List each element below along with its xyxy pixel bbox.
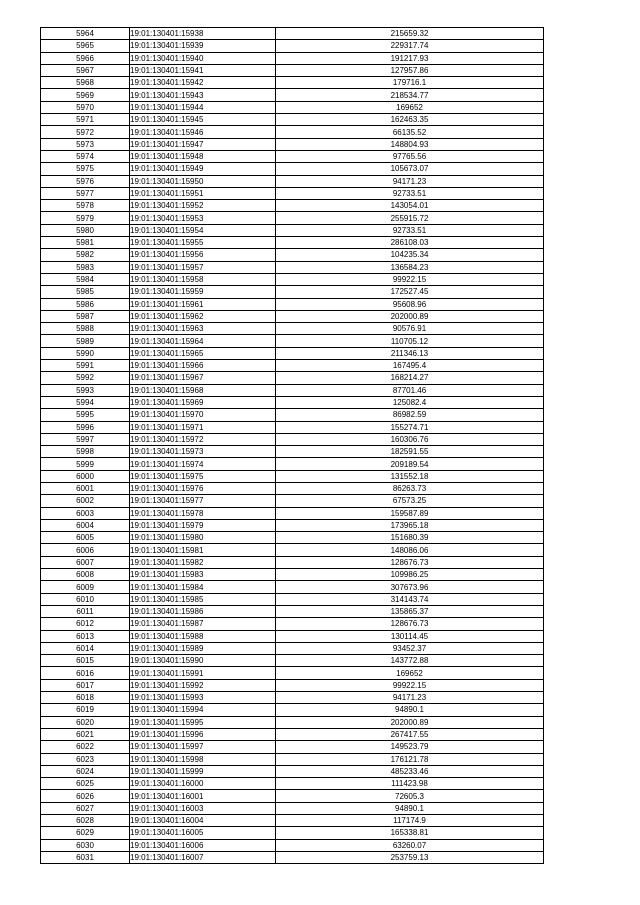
row-number: 5989 (41, 335, 130, 347)
parcel-table (40, 27, 544, 864)
cadastral-number: 19:01:130401:15972 (130, 433, 276, 445)
row-number: 5992 (41, 372, 130, 384)
cadastral-number: 19:01:130401:15955 (130, 237, 276, 249)
row-number: 5999 (41, 458, 130, 470)
value-cell: 99922.15 (276, 679, 544, 691)
cadastral-number: 19:01:130401:16006 (130, 839, 276, 851)
table-row (41, 630, 544, 642)
value-cell: 104235.34 (276, 249, 544, 261)
table-row (41, 298, 544, 310)
table-row (41, 605, 544, 617)
value-cell: 127957.86 (276, 64, 544, 76)
cadastral-number: 19:01:130401:15961 (130, 298, 276, 310)
table-row (41, 273, 544, 285)
row-number: 6011 (41, 605, 130, 617)
table-row (41, 470, 544, 482)
row-number: 5977 (41, 187, 130, 199)
value-cell: 229317.74 (276, 40, 544, 52)
cadastral-number: 19:01:130401:15966 (130, 360, 276, 372)
value-cell: 172527.45 (276, 286, 544, 298)
value-cell: 255915.72 (276, 212, 544, 224)
value-cell: 169652 (276, 667, 544, 679)
table-row (41, 347, 544, 359)
cadastral-number: 19:01:130401:15948 (130, 150, 276, 162)
value-cell: 111423.98 (276, 778, 544, 790)
row-number: 6013 (41, 630, 130, 642)
table-row (41, 851, 544, 863)
row-number: 6009 (41, 581, 130, 593)
cadastral-number: 19:01:130401:16003 (130, 802, 276, 814)
cadastral-number: 19:01:130401:15975 (130, 470, 276, 482)
table-row (41, 200, 544, 212)
row-number: 6022 (41, 741, 130, 753)
table-row (41, 692, 544, 704)
value-cell: 307673.96 (276, 581, 544, 593)
cadastral-number: 19:01:130401:15984 (130, 581, 276, 593)
cadastral-number: 19:01:130401:15998 (130, 753, 276, 765)
cadastral-number: 19:01:130401:15941 (130, 64, 276, 76)
row-number: 5982 (41, 249, 130, 261)
table-row (41, 249, 544, 261)
table-row (41, 335, 544, 347)
table-row (41, 77, 544, 89)
row-number: 5996 (41, 421, 130, 433)
value-cell: 92733.51 (276, 187, 544, 199)
table-row (41, 421, 544, 433)
value-cell: 215659.32 (276, 28, 544, 40)
value-cell: 485233.46 (276, 765, 544, 777)
table-row (41, 507, 544, 519)
table-row (41, 126, 544, 138)
table-row (41, 52, 544, 64)
cadastral-number: 19:01:130401:15988 (130, 630, 276, 642)
value-cell: 168214.27 (276, 372, 544, 384)
cadastral-number: 19:01:130401:15997 (130, 741, 276, 753)
cadastral-number: 19:01:130401:15983 (130, 569, 276, 581)
value-cell: 182591.55 (276, 446, 544, 458)
value-cell: 72605.3 (276, 790, 544, 802)
row-number: 6026 (41, 790, 130, 802)
row-number: 6030 (41, 839, 130, 851)
table-row (41, 150, 544, 162)
value-cell: 92733.51 (276, 224, 544, 236)
value-cell: 211346.13 (276, 347, 544, 359)
value-cell: 94171.23 (276, 175, 544, 187)
cadastral-number: 19:01:130401:15992 (130, 679, 276, 691)
row-number: 5968 (41, 77, 130, 89)
cadastral-number: 19:01:130401:15989 (130, 642, 276, 654)
table-row (41, 802, 544, 814)
row-number: 6019 (41, 704, 130, 716)
value-cell: 169652 (276, 101, 544, 113)
table-row (41, 212, 544, 224)
table-row (41, 581, 544, 593)
cadastral-number: 19:01:130401:15956 (130, 249, 276, 261)
row-number: 5966 (41, 52, 130, 64)
table-row (41, 40, 544, 52)
cadastral-number: 19:01:130401:16007 (130, 851, 276, 863)
value-cell: 125082.4 (276, 396, 544, 408)
row-number: 5970 (41, 101, 130, 113)
cadastral-number: 19:01:130401:15979 (130, 519, 276, 531)
cadastral-number: 19:01:130401:15946 (130, 126, 276, 138)
table-row (41, 827, 544, 839)
value-cell: 179716.1 (276, 77, 544, 89)
cadastral-number: 19:01:130401:15999 (130, 765, 276, 777)
cadastral-number: 19:01:130401:15954 (130, 224, 276, 236)
row-number: 5991 (41, 360, 130, 372)
row-number: 5978 (41, 200, 130, 212)
table-row (41, 163, 544, 175)
cadastral-number: 19:01:130401:16005 (130, 827, 276, 839)
table-row (41, 261, 544, 273)
row-number: 5972 (41, 126, 130, 138)
cadastral-number: 19:01:130401:15957 (130, 261, 276, 273)
row-number: 5981 (41, 237, 130, 249)
table-row (41, 396, 544, 408)
value-cell: 151680.39 (276, 532, 544, 544)
cadastral-number: 19:01:130401:15970 (130, 409, 276, 421)
value-cell: 94171.23 (276, 692, 544, 704)
table-row (41, 101, 544, 113)
table-row (41, 175, 544, 187)
row-number: 5993 (41, 384, 130, 396)
value-cell: 131552.18 (276, 470, 544, 482)
row-number: 5995 (41, 409, 130, 421)
value-cell: 143772.88 (276, 655, 544, 667)
table-row (41, 593, 544, 605)
value-cell: 95608.96 (276, 298, 544, 310)
cadastral-number: 19:01:130401:15980 (130, 532, 276, 544)
cadastral-number: 19:01:130401:15944 (130, 101, 276, 113)
cadastral-number: 19:01:130401:15973 (130, 446, 276, 458)
cadastral-number: 19:01:130401:15991 (130, 667, 276, 679)
table-body (41, 28, 544, 864)
value-cell: 128676.73 (276, 556, 544, 568)
value-cell: 159587.89 (276, 507, 544, 519)
table-row (41, 372, 544, 384)
table-row (41, 679, 544, 691)
value-cell: 110705.12 (276, 335, 544, 347)
row-number: 6007 (41, 556, 130, 568)
row-number: 6004 (41, 519, 130, 531)
table-row (41, 667, 544, 679)
row-number: 6029 (41, 827, 130, 839)
cadastral-number: 19:01:130401:15958 (130, 273, 276, 285)
cadastral-number: 19:01:130401:15987 (130, 618, 276, 630)
value-cell: 86263.73 (276, 482, 544, 494)
row-number: 5979 (41, 212, 130, 224)
row-number: 6006 (41, 544, 130, 556)
row-number: 5983 (41, 261, 130, 273)
row-number: 6023 (41, 753, 130, 765)
table-row (41, 187, 544, 199)
row-number: 6001 (41, 482, 130, 494)
value-cell: 94890.1 (276, 704, 544, 716)
value-cell: 173965.18 (276, 519, 544, 531)
value-cell: 149523.79 (276, 741, 544, 753)
table-row (41, 839, 544, 851)
cadastral-number: 19:01:130401:15942 (130, 77, 276, 89)
value-cell: 90576.91 (276, 323, 544, 335)
row-number: 5969 (41, 89, 130, 101)
value-cell: 165338.81 (276, 827, 544, 839)
value-cell: 218534.77 (276, 89, 544, 101)
value-cell: 94890.1 (276, 802, 544, 814)
value-cell: 155274.71 (276, 421, 544, 433)
table-row (41, 704, 544, 716)
cadastral-number: 19:01:130401:15951 (130, 187, 276, 199)
row-number: 5985 (41, 286, 130, 298)
cadastral-number: 19:01:130401:15947 (130, 138, 276, 150)
value-cell: 117174.9 (276, 815, 544, 827)
value-cell: 176121.78 (276, 753, 544, 765)
row-number: 6021 (41, 728, 130, 740)
value-cell: 135865.37 (276, 605, 544, 617)
table-row (41, 532, 544, 544)
table-row (41, 716, 544, 728)
row-number: 5984 (41, 273, 130, 285)
cadastral-number: 19:01:130401:15977 (130, 495, 276, 507)
table-row (41, 519, 544, 531)
cadastral-number: 19:01:130401:15993 (130, 692, 276, 704)
table-row (41, 323, 544, 335)
cadastral-number: 19:01:130401:15981 (130, 544, 276, 556)
table-row (41, 458, 544, 470)
cadastral-number: 19:01:130401:15976 (130, 482, 276, 494)
row-number: 5988 (41, 323, 130, 335)
value-cell: 97765.56 (276, 150, 544, 162)
table-row (41, 28, 544, 40)
row-number: 6012 (41, 618, 130, 630)
row-number: 6028 (41, 815, 130, 827)
table-row (41, 384, 544, 396)
table-row (41, 446, 544, 458)
cadastral-number: 19:01:130401:15945 (130, 114, 276, 126)
row-number: 6010 (41, 593, 130, 605)
row-number: 5994 (41, 396, 130, 408)
cadastral-number: 19:01:130401:15978 (130, 507, 276, 519)
cadastral-number: 19:01:130401:15963 (130, 323, 276, 335)
cadastral-number: 19:01:130401:15964 (130, 335, 276, 347)
cadastral-number: 19:01:130401:15953 (130, 212, 276, 224)
cadastral-number: 19:01:130401:15962 (130, 310, 276, 322)
row-number: 6002 (41, 495, 130, 507)
table-row (41, 114, 544, 126)
table-row (41, 778, 544, 790)
cadastral-number: 19:01:130401:15985 (130, 593, 276, 605)
value-cell: 130114.45 (276, 630, 544, 642)
table-row (41, 482, 544, 494)
table-row (41, 64, 544, 76)
cadastral-number: 19:01:130401:15938 (130, 28, 276, 40)
value-cell: 253759.13 (276, 851, 544, 863)
value-cell: 191217.93 (276, 52, 544, 64)
cadastral-number: 19:01:130401:15990 (130, 655, 276, 667)
row-number: 6025 (41, 778, 130, 790)
row-number: 5990 (41, 347, 130, 359)
row-number: 6015 (41, 655, 130, 667)
cadastral-number: 19:01:130401:15995 (130, 716, 276, 728)
value-cell: 86982.59 (276, 409, 544, 421)
row-number: 6016 (41, 667, 130, 679)
table-row (41, 642, 544, 654)
table-row (41, 618, 544, 630)
cadastral-number: 19:01:130401:15939 (130, 40, 276, 52)
table-row (41, 89, 544, 101)
value-cell: 202000.89 (276, 716, 544, 728)
row-number: 6005 (41, 532, 130, 544)
row-number: 5964 (41, 28, 130, 40)
cadastral-number: 19:01:130401:15949 (130, 163, 276, 175)
table-row (41, 138, 544, 150)
row-number: 5986 (41, 298, 130, 310)
row-number: 5987 (41, 310, 130, 322)
value-cell: 128676.73 (276, 618, 544, 630)
row-number: 6014 (41, 642, 130, 654)
row-number: 5967 (41, 64, 130, 76)
row-number: 5975 (41, 163, 130, 175)
value-cell: 162463.35 (276, 114, 544, 126)
row-number: 6017 (41, 679, 130, 691)
value-cell: 314143.74 (276, 593, 544, 605)
cadastral-number: 19:01:130401:15968 (130, 384, 276, 396)
table-row (41, 655, 544, 667)
value-cell: 202000.89 (276, 310, 544, 322)
cadastral-number: 19:01:130401:15950 (130, 175, 276, 187)
table-row (41, 224, 544, 236)
table-row (41, 569, 544, 581)
table-row (41, 237, 544, 249)
cadastral-number: 19:01:130401:15967 (130, 372, 276, 384)
cadastral-number: 19:01:130401:15969 (130, 396, 276, 408)
table-row (41, 495, 544, 507)
row-number: 6024 (41, 765, 130, 777)
row-number: 5973 (41, 138, 130, 150)
cadastral-number: 19:01:130401:15959 (130, 286, 276, 298)
value-cell: 286108.03 (276, 237, 544, 249)
cadastral-number: 19:01:130401:15952 (130, 200, 276, 212)
row-number: 5971 (41, 114, 130, 126)
table-row (41, 790, 544, 802)
table-row (41, 409, 544, 421)
table-row (41, 728, 544, 740)
value-cell: 136584.23 (276, 261, 544, 273)
value-cell: 93452.37 (276, 642, 544, 654)
row-number: 6008 (41, 569, 130, 581)
value-cell: 167495.4 (276, 360, 544, 372)
row-number: 6020 (41, 716, 130, 728)
cadastral-number: 19:01:130401:15986 (130, 605, 276, 617)
value-cell: 109986.25 (276, 569, 544, 581)
cadastral-number: 19:01:130401:15974 (130, 458, 276, 470)
value-cell: 267417.55 (276, 728, 544, 740)
table-row (41, 815, 544, 827)
value-cell: 209189.54 (276, 458, 544, 470)
cadastral-number: 19:01:130401:15971 (130, 421, 276, 433)
value-cell: 87701.46 (276, 384, 544, 396)
row-number: 6031 (41, 851, 130, 863)
cadastral-number: 19:01:130401:15982 (130, 556, 276, 568)
row-number: 5980 (41, 224, 130, 236)
table-row (41, 753, 544, 765)
value-cell: 63260.07 (276, 839, 544, 851)
table-row (41, 310, 544, 322)
row-number: 5965 (41, 40, 130, 52)
cadastral-number: 19:01:130401:16000 (130, 778, 276, 790)
row-number: 6027 (41, 802, 130, 814)
value-cell: 143054.01 (276, 200, 544, 212)
row-number: 5974 (41, 150, 130, 162)
value-cell: 148086.06 (276, 544, 544, 556)
table-row (41, 741, 544, 753)
cadastral-number: 19:01:130401:16004 (130, 815, 276, 827)
table-row (41, 433, 544, 445)
row-number: 6018 (41, 692, 130, 704)
value-cell: 66135.52 (276, 126, 544, 138)
table-row (41, 765, 544, 777)
row-number: 5997 (41, 433, 130, 445)
cadastral-number: 19:01:130401:16001 (130, 790, 276, 802)
row-number: 6000 (41, 470, 130, 482)
row-number: 6003 (41, 507, 130, 519)
value-cell: 67573.25 (276, 495, 544, 507)
value-cell: 105673.07 (276, 163, 544, 175)
table-row (41, 360, 544, 372)
cadastral-number: 19:01:130401:15965 (130, 347, 276, 359)
table-row (41, 286, 544, 298)
cadastral-number: 19:01:130401:15940 (130, 52, 276, 64)
value-cell: 99922.15 (276, 273, 544, 285)
row-number: 5998 (41, 446, 130, 458)
value-cell: 160306.76 (276, 433, 544, 445)
cadastral-number: 19:01:130401:15994 (130, 704, 276, 716)
value-cell: 148804.93 (276, 138, 544, 150)
row-number: 5976 (41, 175, 130, 187)
table-row (41, 556, 544, 568)
cadastral-number: 19:01:130401:15943 (130, 89, 276, 101)
table-row (41, 544, 544, 556)
cadastral-number: 19:01:130401:15996 (130, 728, 276, 740)
